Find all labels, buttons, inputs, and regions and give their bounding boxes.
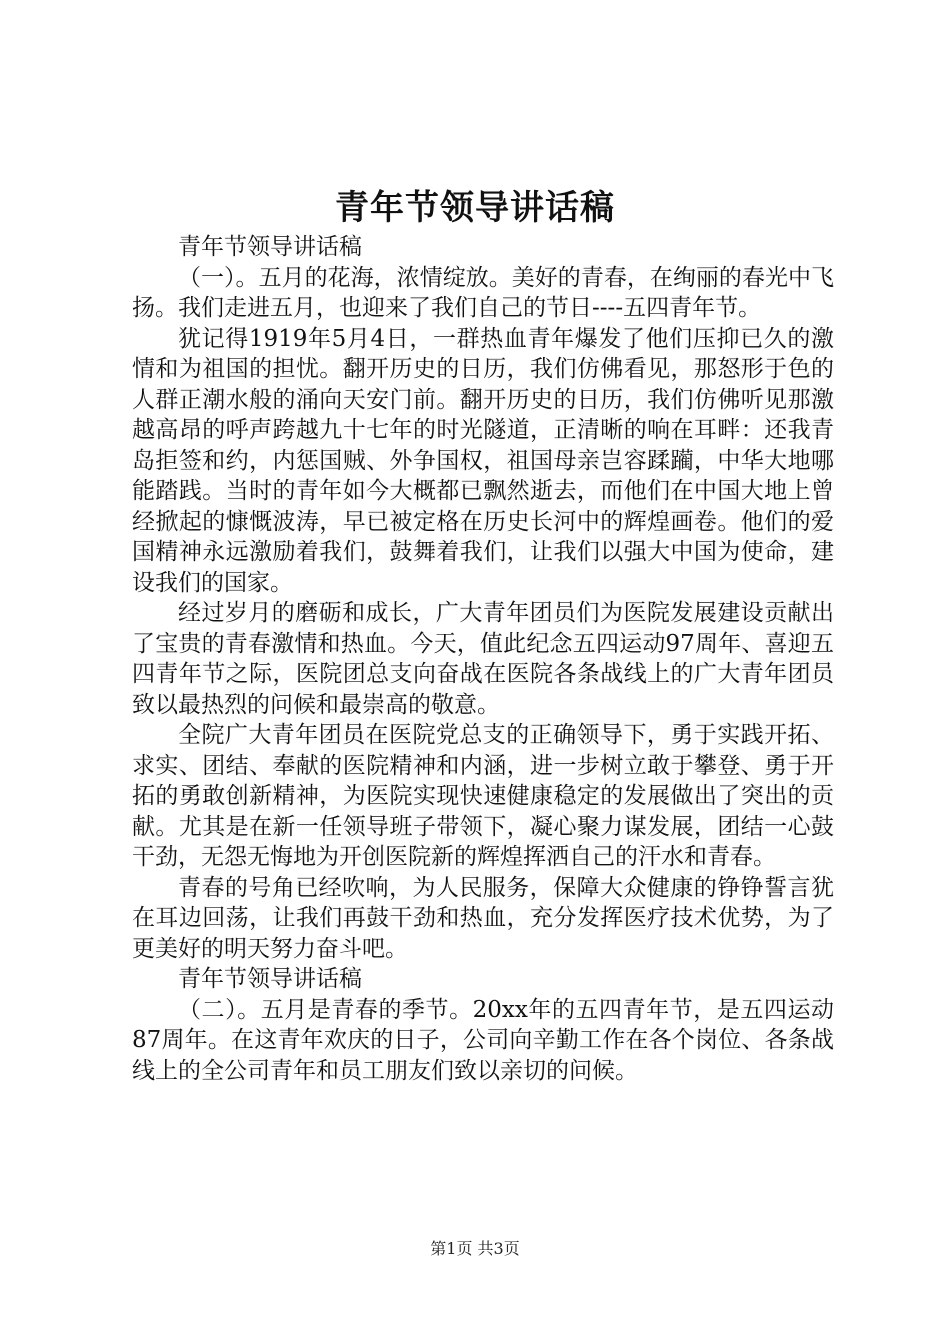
document-title: 青年节领导讲话稿 (335, 188, 615, 228)
document-body (132, 232, 834, 1086)
paragraph-1: （一）。五月的花海，浓情绽放。美好的青春，在绚丽的春光中飞扬。我们走进五月，也迎来了我们自己的节日----五四青年节。 (132, 264, 834, 321)
section-heading-2: 青年节领导讲话稿 (178, 966, 362, 992)
page-number-footer: 第1页 共3页 (430, 1239, 520, 1258)
paragraph-4: 全院广大青年团员在医院党总支的正确领导下，勇于实践开拓、求实、团结、奉献的医院精神和内涵，进一步树立敢于攀登、勇于开拓的勇敢创新精神，为医院实现快速健康稳定的发展做出了突出的贡献。尤其是在新一任领导班子带领下，凝心聚力谋发展，团结一心鼓干劲，无怨无悔地为开创医院新的辉煌挥洒自己的汗水和青春。 (132, 722, 834, 870)
paragraph-5: 青春的号角已经吹响，为人民服务，保障大众健康的铮铮誓言犹在耳边回荡，让我们再鼓干劲和热血，充分发挥医疗技术优势，为了更美好的明天努力奋斗吧。 (132, 874, 834, 962)
paragraph-6: （二）。五月是青春的季节。20xx年的五四青年节，是五四运动87周年。在这青年欢庆的日子，公司向辛勤工作在各个岗位、各条战线上的全公司青年和员工朋友们致以亲切的问候。 (132, 996, 834, 1084)
paragraph-3: 经过岁月的磨砺和成长，广大青年团员们为医院发展建设贡献出了宝贵的青春激情和热血。今天，值此纪念五四运动97周年、喜迎五四青年节之际，医院团总支向奋战在医院各条战线上的广大青年团员致以最热烈的问候和最崇高的敬意。 (132, 600, 834, 718)
section-heading-1: 青年节领导讲话稿 (178, 234, 362, 260)
paragraph-2: 犹记得1919年5月4日，一群热血青年爆发了他们压抑已久的激情和为祖国的担忧。翻开历史的日历，我们仿佛看见，那怒形于色的人群正潮水般的涌向天安门前。翻开历史的日历，我们仿佛听见那激越高昂的呼声跨越九十七年的时光隧道，正清晰的响在耳畔：还我青岛拒签和约，内惩国贼、外争国权，祖国母亲岂容蹂躏，中华大地哪能踏践。当时的青年如今大概都已飘然逝去，而他们在中国大地上曾经掀起的慷慨波涛，早已被定格在历史长河中的辉煌画卷。他们的爱国精神永远激励着我们，鼓舞着我们，让我们以强大中国为使命，建设我们的国家。 (132, 325, 834, 596)
